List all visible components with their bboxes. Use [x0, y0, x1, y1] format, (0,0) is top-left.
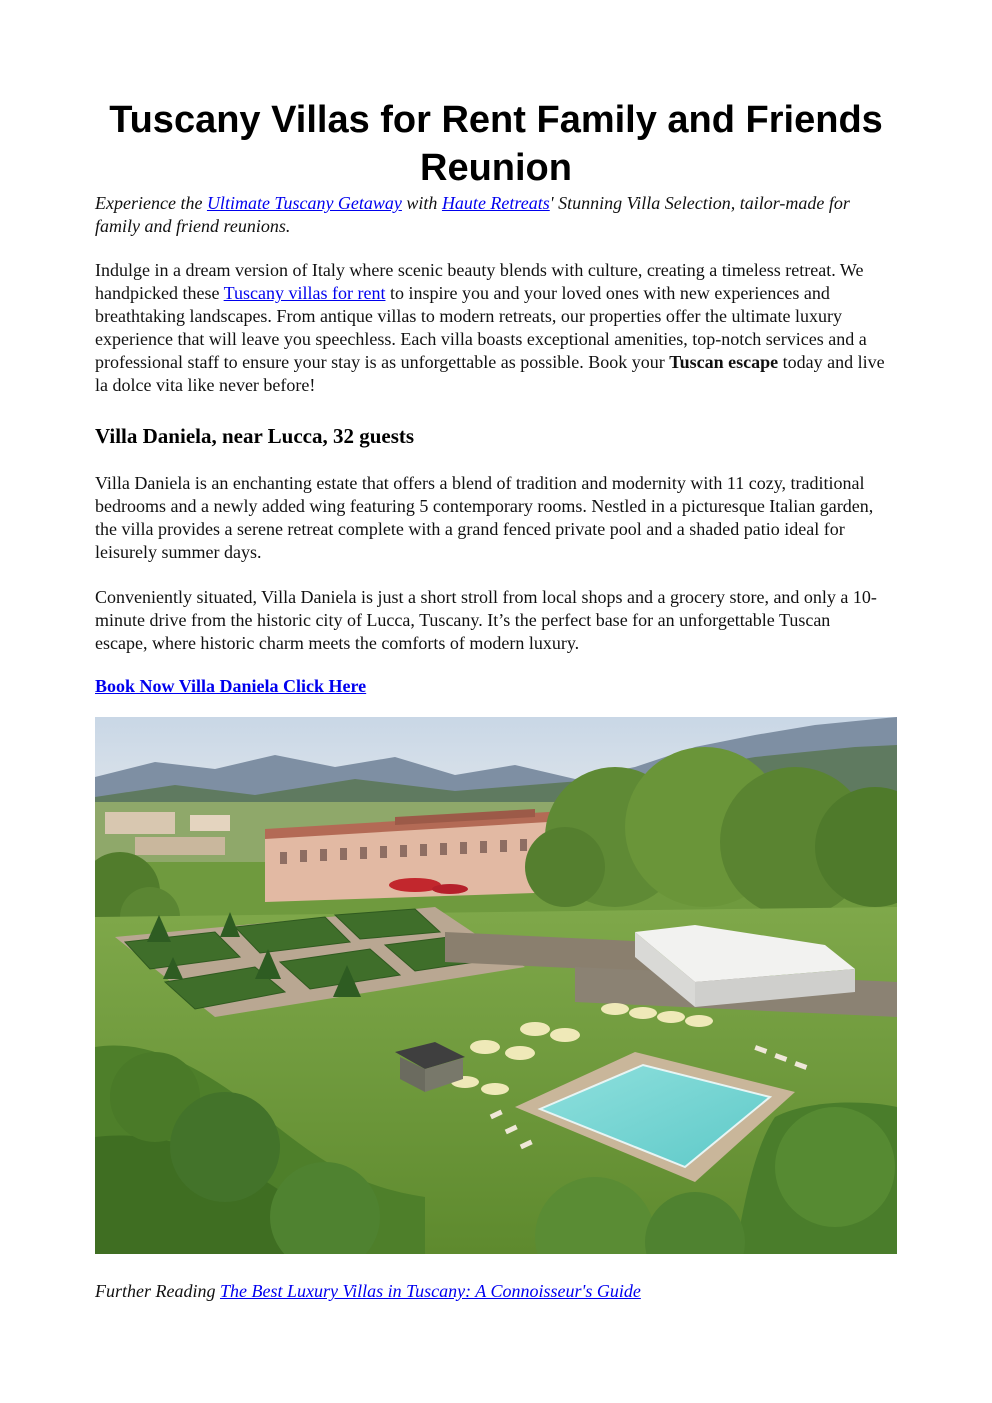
- further-label: Further Reading: [95, 1281, 220, 1301]
- p1-text-3: today and live la dolce vita like never before!: [95, 352, 885, 395]
- intro-text-3: ' Stunning Villa Selection, tailor-made for family and friend reunions.: [95, 193, 850, 236]
- further-reading-link[interactable]: The Best Luxury Villas in Tuscany: A Connoisseur's Guide: [219, 1281, 641, 1301]
- page-title: Tuscany Villas for Rent Family and Friends Reunion: [109, 99, 883, 189]
- villa-location: Conveniently situated, Villa Daniela is just a short stroll from local shops and a grocery store, and only a 10-minute drive from the historic city of Lucca, Tuscany. It’s the perfect base for an unforgettable Tuscan escape, where historic charm meets the comforts of modern luxury.: [95, 587, 877, 653]
- villa-daniela-photo: [95, 717, 897, 1254]
- villa-description: Villa Daniela is an enchanting estate that offers a blend of tradition and modernity with 11 cozy, traditional bedrooms and a newly added wing featuring 5 contemporary rooms. Nestled in a picturesque Italian garden, the villa provides a serene retreat complete with a grand fenced private pool and a shaded patio ideal for leisurely summer days.: [95, 473, 874, 562]
- haute-retreats-link[interactable]: Haute Retreats: [441, 193, 550, 213]
- p1-bold: Tuscan escape: [669, 352, 779, 372]
- intro-paragraph: [95, 192, 885, 238]
- intro-text-1: Experience the: [95, 193, 207, 213]
- p1-text-1: Indulge in a dream version of Italy where scenic beauty blends with culture, creating a timeless retreat. We handpicked these: [95, 260, 864, 303]
- tuscany-villas-link[interactable]: Tuscany villas for rent: [223, 283, 386, 303]
- ultimate-getaway-link[interactable]: Ultimate Tuscany Getaway: [206, 193, 402, 213]
- body-paragraph-1: [95, 259, 885, 397]
- book-now-link[interactable]: Book Now Villa Daniela Click Here: [95, 676, 367, 696]
- further-reading: [95, 1280, 885, 1303]
- intro-text-2: with: [401, 193, 442, 213]
- villa-heading: Villa Daniela, near Lucca, 32 guests: [95, 424, 415, 448]
- p1-text-2: to inspire you and your loved ones with new experiences and breathtaking landscapes. From antique villas to modern retreats, our properties offer the ultimate luxury experience that will leave you speechless. Each villa boasts exceptional amenities, top-notch services and a professional staff to ensure your stay is as unforgettable as possible. Book your: [95, 283, 867, 372]
